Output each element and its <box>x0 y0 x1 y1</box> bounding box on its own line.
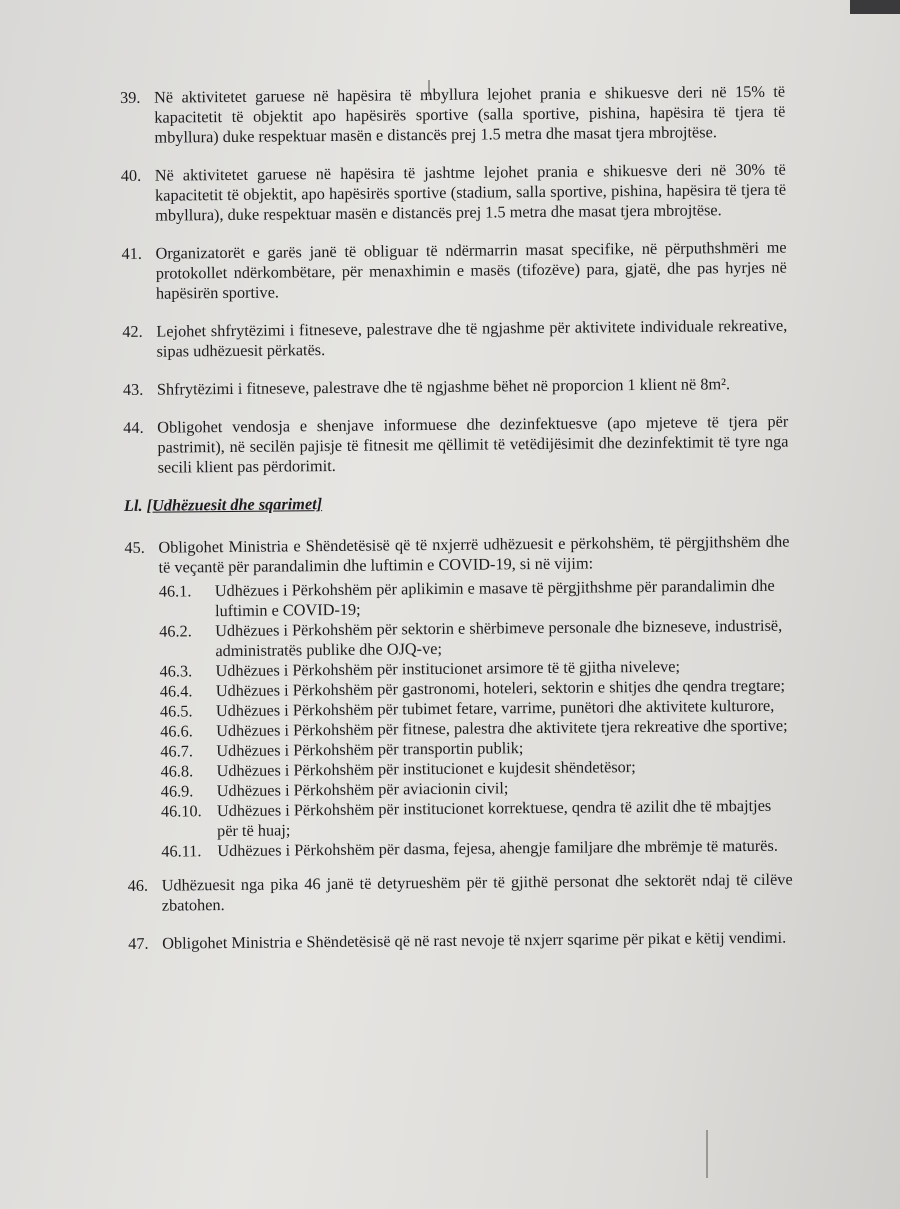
item-number: 39. <box>120 87 141 107</box>
list-item <box>120 82 786 148</box>
item-text: Udhëzues i Përkohshëm për gastronomi, hoteleri, sektorin e shitjes dhe qendra tregtare; <box>215 675 786 701</box>
item-text: Udhëzues i Përkohshëm për dasma, fejesa, ahengje familjare dhe mbrëmje të maturës. <box>217 835 778 861</box>
subitems-list <box>159 576 793 862</box>
item-text: Udhëzues i Përkohshëm për transportin publik; <box>216 738 524 761</box>
item-number: 45. <box>124 537 145 557</box>
item-number: 46.11. <box>161 841 202 861</box>
item-number: 46.8. <box>160 761 194 781</box>
item-number: 47. <box>128 933 149 953</box>
item-number: 46.4. <box>159 681 193 701</box>
item-text: Lejohet shfrytëzimi i fitneseve, palestrave dhe të ngjashme për aktivitete individuale rekreative, sipas udhëzuesit përkatës. <box>156 315 788 361</box>
item-number: 42. <box>122 321 143 341</box>
item-text: Udhëzues i Përkohshëm për institucionet e kujdesit shëndetësor; <box>216 757 636 781</box>
list-item <box>122 316 787 362</box>
item-number: 40. <box>120 165 142 185</box>
list-item <box>123 374 788 400</box>
pen-mark <box>706 1130 708 1178</box>
list-item <box>121 160 787 226</box>
item-number: 46.9. <box>160 781 194 801</box>
list-item <box>159 616 790 662</box>
background-edge <box>850 0 900 14</box>
section-heading <box>124 490 789 516</box>
item-number: 46.6. <box>160 721 193 741</box>
item-number: 46.3. <box>159 661 193 681</box>
item-number: 44. <box>123 417 144 437</box>
item-text: Udhëzues i Përkohshëm për institucionet arsimore të të gjitha niveleve; <box>215 656 681 681</box>
item-number: 43. <box>122 379 144 399</box>
item-number: 46.7. <box>160 741 194 761</box>
list-item <box>159 576 790 622</box>
item-45 <box>124 532 789 578</box>
items-after <box>128 870 794 954</box>
list-item <box>121 238 787 304</box>
item-text: Në aktivitetet garuese në hapësira të mbyllura lejohet prania e shikuesve deri në 15% të kapacitetit të objektit apo hapësirës sportive (salla sportive, pishina, hapësira të tjera të mbyllura) duke respektuar masën e distancës prej 1.5 metra dhe masat tjera mbrojtëse. <box>153 81 786 147</box>
item-text: Udhëzues i Përkohshëm për institucionet korrektuese, qendra të azilit dhe të mbajtjes për të huaj; <box>216 795 772 841</box>
list-item <box>161 796 792 842</box>
item-text: Obligohet Ministria e Shëndetësisë që në rast nevoje të nxjerr sqarime për pikat e këtij vendimi. <box>162 927 787 953</box>
document-body <box>120 82 793 972</box>
list-item <box>128 928 793 954</box>
item-number: 41. <box>121 243 143 263</box>
section-prefix: Ll. <box>123 495 147 515</box>
item-text: Udhëzues i Përkohshëm për tubimet fetare, varrime, punëtori dhe aktivitete kulturore, <box>215 695 775 721</box>
list-item <box>128 870 793 916</box>
item-number: 46. <box>127 875 149 895</box>
item-text: Shfrytëzimi i fitneseve, palestrave dhe të ngjashme bëhet në proporcion 1 klient në 8m². <box>156 374 731 399</box>
item-text: Udhëzues i Përkohshëm për aviacionin civil; <box>216 778 509 801</box>
item-text: Obligohet vendosja e shenjave informuese dhe dezinfektuesve (apo mjeteve të tjera për pastrimit), në secilën pajisje të fitnesit me qëllimit të vetëdijësimit dhe dezinfektimit të tyre nga secili klient pas përdorimit. <box>157 411 789 477</box>
item-text: Udhëzuesit nga pika 46 janë të detyrueshëm për të gjithë personat dhe sektorët ndaj të cilëve zbatohen. <box>161 869 793 915</box>
item-text: Në aktivitetet garuese në hapësira të jashtme lejohet prania e shikuesve deri në 30% të kapacitetit të objektit, apo hapësirës sportive (stadium, salla sportive, pishina, hapësira të tjera të mbyllura), duke respektuar masën e distancës prej 1.5 metra dhe masat tjera mbrojtëse. <box>154 159 787 225</box>
item-text: Udhëzues i Përkohshëm për aplikimin e masave të përgjithshme për parandalimin dhe luftimin e COVID-19; <box>214 575 775 621</box>
item-text: Udhëzues i Përkohshëm për sektorin e shërbimeve personale dhe bizneseve, industrisë, administratës publike dhe OJQ-ve; <box>215 615 783 661</box>
item-number: 46.2. <box>159 621 192 641</box>
item-number: 46.10. <box>160 801 202 821</box>
section-title: [Udhëzuesit dhe sqarimet] <box>146 494 323 515</box>
item-text: Obligohet Ministria e Shëndetësisë që të nxjerrë udhëzuesit e përkohshëm, të përgjithshëm dhe të veçantë për parandalimin dhe luftimin e COVID-19, si në vijim: <box>158 531 790 577</box>
item-text: Organizatorët e garës janë të obliguar të ndërmarrin masat specifike, në përputhshmëri me protokollet ndërkombëtare, për menaxhimin e masës (tifozëve) para, gjatë, dhe pas hyrjes në hapësirën sportive. <box>155 237 787 303</box>
item-number: 46.5. <box>159 701 193 721</box>
item-number: 46.1. <box>158 581 192 601</box>
list-item <box>123 412 789 478</box>
items-before <box>120 82 789 478</box>
item-text: Udhëzues i Përkohshëm për fitnese, palestra dhe aktivitete tjera rekreative dhe sportive; <box>216 715 788 741</box>
